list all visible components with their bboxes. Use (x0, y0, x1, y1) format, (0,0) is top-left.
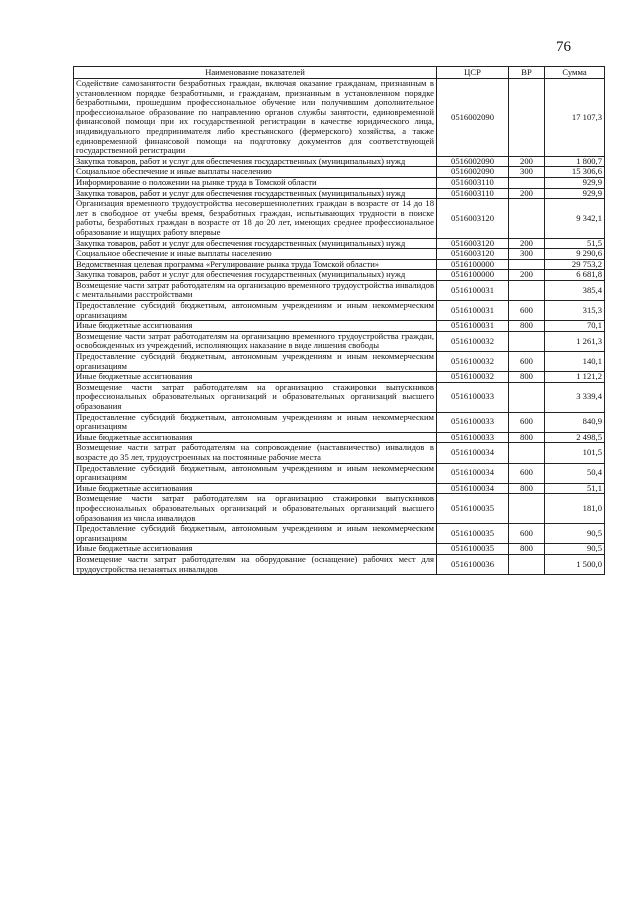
cell-csr: 0516100031 (437, 301, 509, 321)
cell-name: Организация временного трудоустройства несовершеннолетних граждан в возрасте от 14 до 18 лет в свободное от учебы время, безработных граждан, испытывающих трудности в поиске работы, безработных граждан в возрасте от 18 до 20 лет, имеющих среднее профессиональное образование и ищущих работу впервые (74, 199, 437, 238)
cell-sum: 6 681,8 (545, 270, 605, 281)
table-row (74, 494, 605, 524)
cell-csr: 0516003110 (437, 188, 509, 199)
cell-vr: 200 (509, 238, 545, 249)
table-row (74, 301, 605, 321)
cell-csr: 0516100036 (437, 554, 509, 574)
cell-name: Возмещение части затрат работодателям на организацию временного трудоустройства инвалидов с ментальными расстройствами (74, 280, 437, 300)
cell-sum: 315,3 (545, 301, 605, 321)
cell-csr: 0516003120 (437, 249, 509, 260)
cell-vr (509, 443, 545, 463)
cell-vr (509, 199, 545, 238)
table-row (74, 177, 605, 188)
table-row (74, 554, 605, 574)
cell-name: Иные бюджетные ассигнования (74, 483, 437, 494)
table-header-row (74, 67, 605, 79)
table-row (74, 463, 605, 483)
cell-name: Информирование о положении на рынке труда в Томской области (74, 177, 437, 188)
cell-csr: 0516003110 (437, 177, 509, 188)
table-row (74, 544, 605, 555)
cell-vr (509, 331, 545, 351)
cell-sum: 90,5 (545, 544, 605, 555)
cell-name: Предоставление субсидий бюджетным, автономным учреждениям и иным некоммерческим организациям (74, 524, 437, 544)
cell-name: Предоставление субсидий бюджетным, автономным учреждениям и иным некоммерческим организациям (74, 301, 437, 321)
table-row (74, 259, 605, 270)
cell-vr: 600 (509, 301, 545, 321)
cell-name: Возмещение части затрат работодателям на сопровождение (наставничество) инвалидов в возрасте до 35 лет, трудоустроенных на постоянные рабочие места (74, 443, 437, 463)
cell-csr: 0516100032 (437, 352, 509, 372)
table-row (74, 372, 605, 383)
table-row (74, 199, 605, 238)
table-row (74, 443, 605, 463)
cell-sum: 51,1 (545, 483, 605, 494)
cell-vr: 300 (509, 167, 545, 178)
table-row (74, 321, 605, 332)
cell-sum: 1 261,3 (545, 331, 605, 351)
cell-vr (509, 280, 545, 300)
cell-csr: 0516100035 (437, 544, 509, 555)
cell-vr: 600 (509, 524, 545, 544)
cell-name: Предоставление субсидий бюджетным, автономным учреждениям и иным некоммерческим организациям (74, 352, 437, 372)
cell-csr: 0516100034 (437, 443, 509, 463)
cell-name: Социальное обеспечение и иные выплаты населению (74, 249, 437, 260)
cell-sum: 2 498,5 (545, 432, 605, 443)
table-row (74, 79, 605, 157)
cell-csr: 0516002090 (437, 156, 509, 167)
column-header-csr: ЦСР (437, 67, 509, 79)
cell-vr (509, 177, 545, 188)
cell-name: Содействие самозанятости безработных граждан, включая оказание гражданам, признанным в установленном порядке безработными, и гражданам, признанным в установленном порядке безработными, прошедшим профессиональное обучение или получившим дополнительное профессиональное образование по направлению органов службы занятости, единовременной финансовой помощи при их государственной регистрации в качестве юридического лица, индивидуального предпринимателя либо крестьянского (фермерского) хозяйства, а также единовременной финансовой помощи на подготовку документов для соответствующей государственной регистрации (74, 79, 437, 157)
cell-sum: 15 306,6 (545, 167, 605, 178)
cell-sum: 929,9 (545, 188, 605, 199)
cell-vr: 200 (509, 270, 545, 281)
cell-sum: 29 753,2 (545, 259, 605, 270)
cell-name: Иные бюджетные ассигнования (74, 432, 437, 443)
cell-csr: 0516003120 (437, 238, 509, 249)
cell-csr: 0516100031 (437, 280, 509, 300)
cell-name: Закупка товаров, работ и услуг для обеспечения государственных (муниципальных) нужд (74, 188, 437, 199)
cell-sum: 50,4 (545, 463, 605, 483)
budget-table (73, 66, 605, 575)
table-row (74, 483, 605, 494)
cell-vr: 600 (509, 412, 545, 432)
cell-sum: 101,5 (545, 443, 605, 463)
cell-csr: 0516003120 (437, 199, 509, 238)
cell-name: Возмещение части затрат работодателям на организацию стажировки выпускников профессиональных образовательных организаций и образовательных организаций высшего образования (74, 382, 437, 412)
cell-csr: 0516002090 (437, 167, 509, 178)
cell-name: Предоставление субсидий бюджетным, автономным учреждениям и иным некоммерческим организациям (74, 412, 437, 432)
cell-sum: 385,4 (545, 280, 605, 300)
cell-vr (509, 382, 545, 412)
cell-csr: 0516100033 (437, 432, 509, 443)
cell-sum: 181,0 (545, 494, 605, 524)
cell-sum: 9 290,6 (545, 249, 605, 260)
cell-sum: 1 121,2 (545, 372, 605, 383)
cell-sum: 70,1 (545, 321, 605, 332)
table-row (74, 270, 605, 281)
cell-vr (509, 79, 545, 157)
cell-name: Возмещение части затрат работодателям на организацию временного трудоустройства граждан, освобожденных из учреждений, исполняющих наказание в виде лишения свободы (74, 331, 437, 351)
column-header-vr: ВР (509, 67, 545, 79)
column-header-name: Наименование показателей (74, 67, 437, 79)
cell-sum: 9 342,1 (545, 199, 605, 238)
cell-vr (509, 259, 545, 270)
cell-csr: 0516100035 (437, 524, 509, 544)
cell-csr: 0516100034 (437, 463, 509, 483)
cell-vr (509, 554, 545, 574)
cell-name: Предоставление субсидий бюджетным, автономным учреждениям и иным некоммерческим организациям (74, 463, 437, 483)
cell-name: Закупка товаров, работ и услуг для обеспечения государственных (муниципальных) нужд (74, 156, 437, 167)
cell-vr: 200 (509, 188, 545, 199)
cell-sum: 90,5 (545, 524, 605, 544)
cell-sum: 840,9 (545, 412, 605, 432)
cell-csr: 0516100035 (437, 494, 509, 524)
cell-sum: 3 339,4 (545, 382, 605, 412)
cell-vr: 800 (509, 483, 545, 494)
cell-vr: 800 (509, 544, 545, 555)
table-row (74, 188, 605, 199)
cell-sum: 929,9 (545, 177, 605, 188)
table-row (74, 280, 605, 300)
table-row (74, 524, 605, 544)
table-row (74, 238, 605, 249)
cell-csr: 0516100032 (437, 372, 509, 383)
table-row (74, 331, 605, 351)
table-row (74, 167, 605, 178)
cell-name: Возмещение части затрат работодателям на организацию стажировки выпускников профессиональных образовательных организаций и образовательных организаций высшего образования из числа инвалидов (74, 494, 437, 524)
table-body (74, 79, 605, 575)
cell-csr: 0516100034 (437, 483, 509, 494)
cell-sum: 1 800,7 (545, 156, 605, 167)
table-row (74, 412, 605, 432)
cell-vr: 600 (509, 352, 545, 372)
cell-csr: 0516100031 (437, 321, 509, 332)
cell-csr: 0516002090 (437, 79, 509, 157)
page-number: 76 (556, 39, 571, 55)
cell-csr: 0516100000 (437, 270, 509, 281)
cell-csr: 0516100000 (437, 259, 509, 270)
table-row (74, 249, 605, 260)
cell-vr (509, 494, 545, 524)
table-row (74, 382, 605, 412)
cell-sum: 17 107,3 (545, 79, 605, 157)
cell-name: Закупка товаров, работ и услуг для обеспечения государственных (муниципальных) нужд (74, 238, 437, 249)
cell-vr: 800 (509, 321, 545, 332)
cell-name: Социальное обеспечение и иные выплаты населению (74, 167, 437, 178)
table-row (74, 156, 605, 167)
table-row (74, 432, 605, 443)
cell-sum: 140,1 (545, 352, 605, 372)
cell-vr: 600 (509, 463, 545, 483)
cell-csr: 0516100033 (437, 412, 509, 432)
table-row (74, 352, 605, 372)
cell-csr: 0516100032 (437, 331, 509, 351)
cell-sum: 1 500,0 (545, 554, 605, 574)
cell-name: Иные бюджетные ассигнования (74, 321, 437, 332)
cell-csr: 0516100033 (437, 382, 509, 412)
cell-name: Ведомственная целевая программа «Регулирование рынка труда Томской области» (74, 259, 437, 270)
cell-sum: 51,5 (545, 238, 605, 249)
cell-name: Закупка товаров, работ и услуг для обеспечения государственных (муниципальных) нужд (74, 270, 437, 281)
cell-name: Иные бюджетные ассигнования (74, 372, 437, 383)
cell-vr: 800 (509, 372, 545, 383)
cell-name: Возмещение части затрат работодателям на оборудование (оснащение) рабочих мест для трудоустройства незанятых инвалидов (74, 554, 437, 574)
cell-vr: 300 (509, 249, 545, 260)
cell-name: Иные бюджетные ассигнования (74, 544, 437, 555)
column-header-sum: Сумма (545, 67, 605, 79)
cell-vr: 800 (509, 432, 545, 443)
cell-vr: 200 (509, 156, 545, 167)
